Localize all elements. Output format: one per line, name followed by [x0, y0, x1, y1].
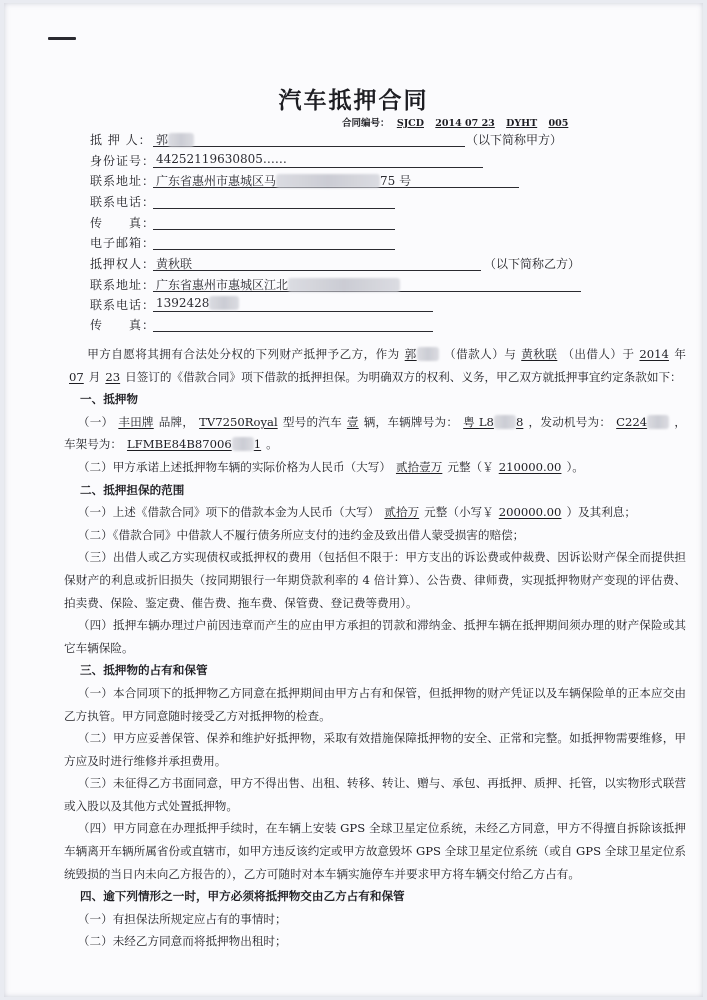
scan-mark [48, 37, 76, 40]
filled-value: 2014 [639, 347, 669, 361]
field-value: 黄秋联 [156, 257, 193, 271]
clause-text: 型号的汽车 [282, 414, 342, 429]
clause-item [64, 411, 686, 456]
clause-text: 月 [88, 369, 101, 384]
filled-value: 丰田牌 [118, 414, 154, 429]
clause-item [64, 727, 686, 772]
redaction [168, 133, 194, 147]
clause-text: ）及其利息； [566, 505, 637, 520]
clause-text: （二）未经乙方同意而将抵押物出租时； [77, 934, 287, 949]
section-heading: 二、抵押担保的范围 [80, 482, 185, 497]
party-note: （以下简称乙方） [484, 257, 581, 271]
party-row-pledgee [90, 255, 581, 273]
filled-value: 200000.00 [498, 505, 562, 520]
section-heading: 一、抵押物 [80, 392, 138, 407]
fill-line [153, 213, 395, 230]
party-row-phone [90, 193, 156, 211]
clause-text: 元整（￥ [447, 459, 494, 474]
party-row-pledgor [90, 131, 563, 149]
redaction [417, 347, 439, 361]
clause-text: 。 [266, 437, 278, 452]
clause-text: （二）《借款合同》中借款人不履行债务所应支付的违约金及致出借人蒙受损害的赔偿； [77, 527, 525, 542]
field-label: 传 真： [90, 318, 156, 332]
section-heading: 三、抵押物的占有和保管 [80, 663, 208, 678]
clause-text: （二）甲方承诺上述抵押物车辆的实际价格为人民币（大写） [77, 459, 391, 474]
redaction [288, 278, 400, 292]
contract-body [64, 343, 686, 953]
clause-text: （出借人）于 [562, 347, 635, 361]
clause-text: （四）抵押车辆办理过户前因违章而产生的应由甲方承担的罚款和滞纳金、抵押车辆在抵押期间须办理的财产保险或其它车辆保险。 [64, 618, 686, 655]
clause-item [64, 772, 686, 817]
filled-value: 贰拾壹万 [395, 459, 443, 474]
clause-text: 日签订的《借款合同》项下借款的抵押担保。为明确双方的权利、义务，甲乙双方就抵押事宜约定条款如下： [125, 369, 682, 384]
clause-text: （二）甲方应妥善保管、保养和维护好抵押物，采取有效措施保障抵押物的安全、正常和完整。如抵押物需要维修，甲方应及时进行维修并承担费用。 [64, 731, 686, 768]
field-label: 抵 押 人： [90, 133, 152, 147]
contract-number-label: 合同编号： [342, 118, 390, 129]
clause-item [64, 682, 686, 727]
clause-item [64, 817, 686, 885]
clause-text: 品牌， [158, 414, 195, 429]
contract-number [342, 115, 572, 129]
contract-number-part: SJCD [396, 118, 424, 129]
filled-value: 23 [105, 369, 121, 384]
fill-line [153, 233, 395, 250]
fill-line [153, 315, 433, 332]
clause-text: （一） [77, 414, 114, 429]
clause-text: （四）甲方同意在办理抵押手续时，在车辆上安装 GPS 全球卫星定位系统，未经乙方同意，甲方不得擅自拆除该抵押车辆离开车辆所属省份或直辖市，如甲方违反该约定或甲方故意毁坏 GPS 全球卫星定位系统（或自 GPS 全球卫星定位系统毁损的当日内未向乙方报告的），乙方可随时对本车辆实施停车并要求甲方将车辆交付给乙方占有。 [64, 821, 686, 881]
field-label: 电子邮箱： [90, 236, 156, 250]
section-heading: 四、逾下列情形之一时，甲方必须将抵押物交由乙方占有和保管 [80, 889, 405, 904]
party-row-address [90, 172, 412, 190]
clause-text: （一）上述《借款合同》项下的借款本金为人民币（大写） [77, 505, 380, 520]
field-label: 联系电话： [90, 298, 156, 312]
field-label: 联系地址： [90, 278, 156, 292]
clause-item [64, 501, 686, 524]
field-label: 联系电话： [90, 195, 156, 209]
party-row-pledgee-phone [90, 296, 210, 314]
clause-item [64, 614, 686, 659]
party-row-pledgee-address [90, 276, 289, 294]
fill-line [153, 130, 465, 147]
filled-value: 黄秋联 [521, 347, 558, 361]
contract-number-part: 2014 07 23 [435, 118, 495, 129]
clause-item [64, 930, 686, 953]
clause-text: 元整（小写￥ [424, 505, 494, 520]
field-label: 身份证号： [90, 154, 156, 168]
clause-text: 甲方自愿将其拥有合法处分权的下列财产抵押予乙方，作为 [87, 347, 400, 361]
party-row-id [90, 152, 287, 170]
intro-paragraph [64, 343, 686, 388]
clause-text: （三）未征得乙方书面同意，甲方不得出售、出租、转移、转让、赠与、承包、再抵押、质押、托管，以实物形式联营或入股以及其他方式处置抵押物。 [64, 776, 686, 813]
field-label: 传 真： [90, 216, 156, 230]
clause-text: （三）出借人或乙方实现债权或抵押权的费用（包括但不限于：甲方支出的诉讼费或仲裁费、因诉讼财产保全而提供担保财产的利息或折旧损失（按同期银行一年期贷款利率的 4 倍计算）、公告费、律师费，实现抵押物财产变现的评估费、拍卖费、保险、鉴定费、催告费、拖车费、保管费、登记费等费用）。 [64, 550, 686, 610]
field-value: 郭 [156, 131, 194, 148]
filled-value: TV7250Royal [199, 414, 278, 429]
field-label: 联系地址： [90, 174, 156, 188]
filled-value: LFMBE84B87006 1 [126, 437, 262, 452]
redaction [209, 296, 239, 310]
redaction [647, 415, 669, 429]
clause-text: 年 [673, 347, 686, 361]
party-row-email [90, 234, 156, 252]
filled-value: 07 [69, 369, 84, 384]
clause-text: ，发动机号为： [528, 414, 612, 429]
redaction [232, 437, 254, 451]
contract-number-part: DYHT [506, 118, 538, 129]
field-label: 抵押权人： [90, 257, 156, 271]
clause-item [64, 546, 686, 614]
clause-text: 辆，车辆牌号为： [363, 414, 459, 429]
contract-title: 汽车抵押合同 [278, 87, 429, 114]
filled-value: C224 [611, 415, 674, 429]
clause-text: （一）有担保法所规定应占有的事情时； [77, 911, 287, 926]
party-note: （以下简称甲方） [466, 133, 563, 147]
field-value: 44252119630805…… [156, 152, 287, 166]
clause-item [64, 456, 686, 479]
field-value: 广东省惠州市惠城区马 75 号 [156, 174, 412, 188]
field-value: 广东省惠州市惠城区江北 [156, 276, 400, 293]
filled-value: 壹 [346, 414, 359, 429]
clause-item [64, 524, 686, 547]
party-row-fax [90, 214, 156, 232]
field-value: 1392428 [156, 296, 239, 310]
filled-value: 郭 [400, 347, 444, 361]
filled-value: 210000.00 [498, 459, 562, 474]
redaction [276, 174, 380, 188]
fill-line [153, 254, 481, 271]
fill-line [153, 192, 395, 209]
redaction [494, 415, 516, 429]
clause-text: （一）本合同项下的抵押物乙方同意在抵押期间由甲方占有和保管，但抵押物的财产凭证以及车辆保险单的正本应交由乙方执管。甲方同意随时接受乙方对抵押物的检查。 [64, 685, 686, 723]
filled-value: 粤 L8 8 [463, 414, 524, 429]
clause-text: （借款人）与 [443, 347, 517, 361]
document-page [4, 3, 703, 997]
clause-text: ，车架号为： [64, 414, 686, 452]
clause-text: ）。 [566, 459, 584, 474]
party-row-pledgee-fax [90, 316, 156, 334]
contract-number-part: 005 [548, 118, 569, 129]
clause-item [64, 908, 686, 931]
filled-value: 贰拾万 [384, 505, 420, 520]
